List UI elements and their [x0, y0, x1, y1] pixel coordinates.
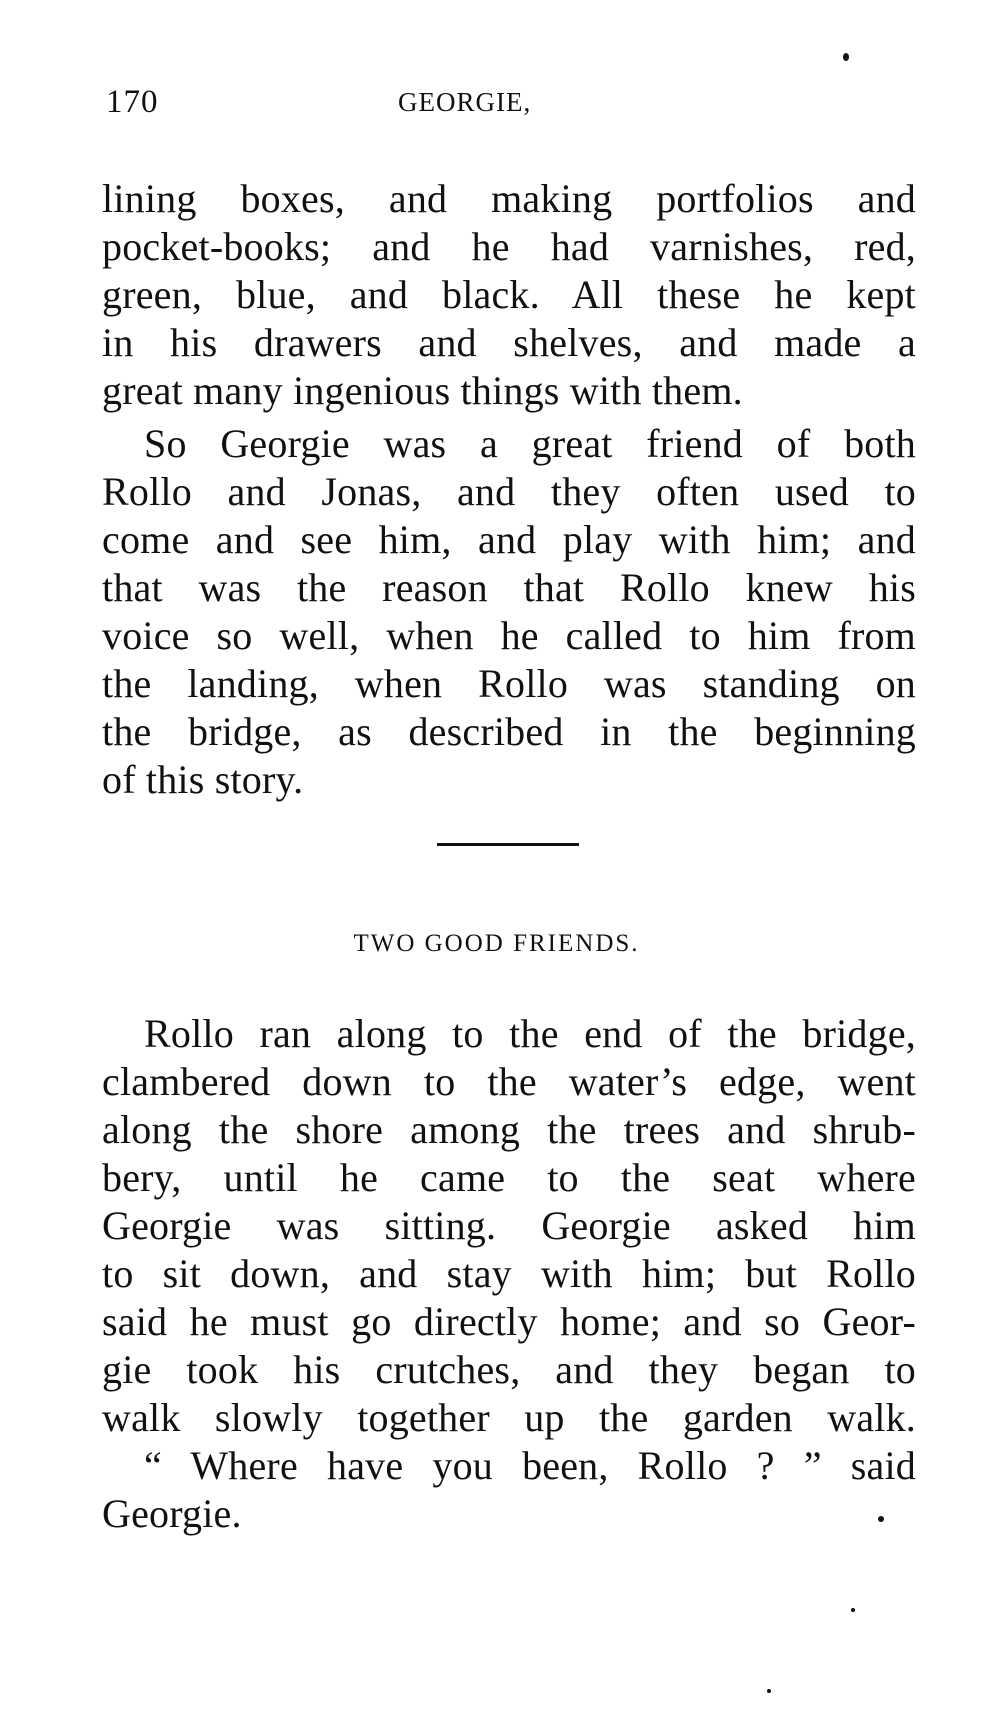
paragraph-1: [102, 175, 916, 415]
text-line: Georgie was sitting. Georgie asked him: [102, 1203, 916, 1248]
text-line: great many ingenious things with them.: [102, 368, 743, 413]
paragraph-2: [102, 420, 916, 804]
paragraph-3: [102, 1010, 916, 1442]
paragraph-4: [102, 1442, 916, 1538]
section-divider: [437, 843, 579, 846]
ink-speck: [851, 1608, 855, 1612]
text-line: Rollo ran along to the end of the bridge,: [144, 1011, 916, 1056]
text-line: green, blue, and black. All these he kept: [102, 272, 916, 317]
page-number: 170: [106, 84, 159, 120]
text-line: voice so well, when he called to him from: [102, 613, 916, 658]
text-line: pocket-books; and he had varnishes, red,: [102, 224, 916, 269]
text-line: walk slowly together up the garden walk.: [102, 1395, 916, 1440]
text-line: said he must go directly home; and so Geor-: [102, 1299, 916, 1344]
ink-speck: [767, 1689, 771, 1693]
ink-speck: [878, 1516, 884, 1522]
text-line: lining boxes, and making portfolios and: [102, 176, 916, 221]
text-line: Rollo and Jonas, and they often used to: [102, 469, 916, 514]
text-line: to sit down, and stay with him; but Rollo: [102, 1251, 916, 1296]
text-line: Georgie.: [102, 1491, 242, 1536]
text-line: bery, until he came to the seat where: [102, 1155, 916, 1200]
running-title: GEORGIE,: [398, 87, 532, 117]
text-line: that was the reason that Rollo knew his: [102, 565, 916, 610]
section-title: TWO GOOD FRIENDS.: [353, 930, 640, 957]
text-line: “ Where have you been, Rollo ? ” said: [144, 1443, 916, 1488]
text-line: gie took his crutches, and they began to: [102, 1347, 916, 1392]
ink-speck: [843, 53, 849, 61]
text-line: the landing, when Rollo was standing on: [102, 661, 916, 706]
text-line: the bridge, as described in the beginning: [102, 709, 916, 754]
text-line: in his drawers and shelves, and made a: [102, 320, 916, 365]
text-line: along the shore among the trees and shrub-: [102, 1107, 916, 1152]
text-line: clambered down to the water’s edge, went: [102, 1059, 916, 1104]
text-line: of this story.: [102, 757, 304, 802]
text-line: come and see him, and play with him; and: [102, 517, 916, 562]
text-line: So Georgie was a great friend of both: [144, 421, 916, 466]
page-header: [100, 84, 920, 134]
